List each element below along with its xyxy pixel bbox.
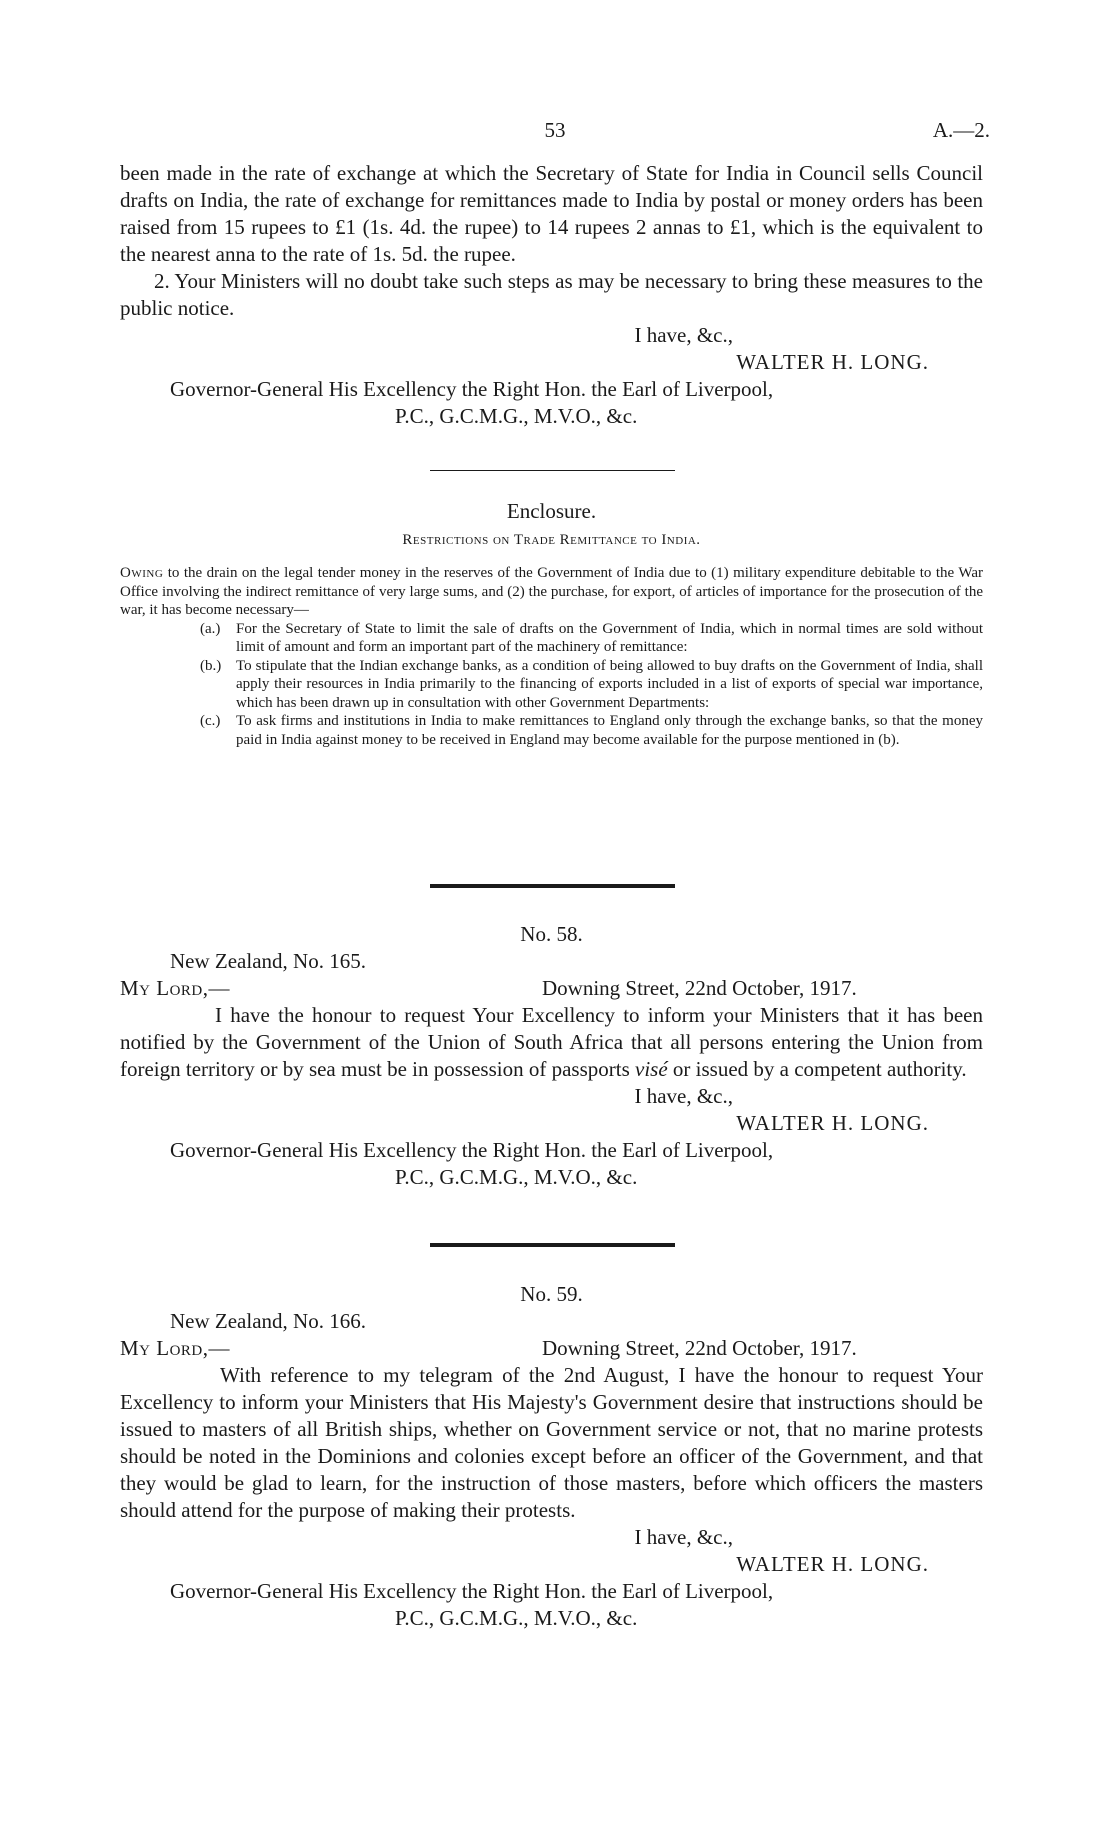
letter-body-italic: visé [635, 1057, 668, 1081]
enclosure-intro-lead: Owing [120, 565, 164, 581]
letter-number: No. 59. [520, 1282, 583, 1306]
signature: WALTER H. LONG. [736, 1552, 929, 1576]
letter-58 [120, 921, 983, 1191]
signature: WALTER H. LONG. [736, 1111, 929, 1135]
list-item [120, 657, 983, 713]
enclosure-subheading: Restrictions on Trade Remittance to India. [402, 532, 701, 548]
list-item-mark: (b.) [200, 657, 222, 674]
addressee-line-2: P.C., G.C.M.G., M.V.O., &c. [395, 1606, 638, 1630]
list-item-mark: (c.) [200, 713, 221, 729]
salutation-row [120, 1335, 983, 1362]
signature: WALTER H. LONG. [736, 350, 929, 374]
enclosure-heading: Enclosure. [506, 499, 597, 523]
letter-body-end: or issued by a competent authority. [672, 1057, 967, 1081]
letter-body [120, 1002, 983, 1083]
letter-body-main: I have the honour to request Your Excellency to inform your Ministers that it has been notified by the Government of the Union of South Africa that all persons entering the Union from foreign territory or by sea must be in possession of passports [120, 1003, 983, 1081]
section-divider [430, 470, 675, 471]
addressee-line-1: Governor-General His Excellency the Right Hon. the Earl of Liverpool, [170, 1579, 774, 1603]
salutation-row [120, 975, 983, 1002]
section-divider-thick [430, 1243, 675, 1247]
addressee-line-1: Governor-General His Excellency the Right Hon. the Earl of Liverpool, [170, 1138, 774, 1162]
addressee-line-2: P.C., G.C.M.G., M.V.O., &c. [395, 404, 638, 428]
addressee-line-2: P.C., G.C.M.G., M.V.O., &c. [395, 1165, 638, 1189]
closing-line: I have, &c., [634, 323, 733, 347]
dispatch-reference: New Zealand, No. 165. [170, 949, 366, 973]
closing-line: I have, &c., [634, 1084, 733, 1108]
place-date: Downing Street, 22nd October, 1917. [542, 976, 857, 1000]
list-item-text: To ask firms and institutions in India to make remittances to England only through the exchange banks, so that the money paid in India against money to be received in England may become available for the purpose mentioned in (b). [236, 713, 983, 748]
salutation: My Lord,— [120, 1336, 231, 1360]
letter-body: With reference to my telegram of the 2nd August, I have the honour to request Your Excellency to inform your Ministers that His Majesty's Government desire that instructions should be issued to masters of all British ships, whether on Government service or not, that no marine protests should be noted in the Dominions and colonies except before an officer of the Government, and that they would be glad to learn, for the instruction of those masters, before which officers the masters should attend for the purpose of making their protests. [120, 1363, 983, 1522]
paragraph-2: 2. Your Ministers will no doubt take such steps as may be necessary to bring these measures to the public notice. [120, 269, 983, 320]
addressee-line-1: Governor-General His Excellency the Right Hon. the Earl of Liverpool, [170, 377, 774, 401]
page-header [120, 118, 990, 148]
page-number: 53 [544, 118, 566, 142]
dispatch-reference: New Zealand, No. 166. [170, 1309, 366, 1333]
letter-number: No. 58. [520, 922, 583, 946]
closing-line: I have, &c., [634, 1525, 733, 1549]
paragraph-1: been made in the rate of exchange at which the Secretary of State for India in Council sells Council drafts on India, the rate of exchange for remittances made to India by postal or money orders has been raised from 15 rupees to £1 (1s. 4d. the rupee) to 14 rupees 2 annas to £1, which is the equivalent to the nearest anna to the rate of 1s. 5d. the rupee. [120, 161, 983, 266]
letter-continuation [120, 160, 983, 430]
document-reference: A.—2. [932, 118, 990, 142]
enclosure-body [120, 564, 983, 749]
enclosure-intro [120, 564, 983, 620]
list-item [120, 712, 983, 749]
enclosure-intro-text: to the drain on the legal tender money in the reserves of the Government of India due to (1) military expenditure debitable to the War Office involving the indirect remittance of very large sums, and (2) the purchase, for export, of articles of importance for the prosecution of the war, it has become necessary— [120, 565, 983, 618]
section-divider-thick [430, 884, 675, 888]
list-item-mark: (a.) [200, 620, 221, 637]
list-item [120, 620, 983, 657]
letter-59 [120, 1281, 983, 1632]
list-item-text: To stipulate that the Indian exchange banks, as a condition of being allowed to buy drafts on the Government of India, shall apply their resources in India primarily to the financing of exports included in a list of exports of special war importance, which has been drawn up in consultation with other Government Departments: [236, 657, 983, 711]
salutation: My Lord,— [120, 976, 231, 1000]
list-item-text: For the Secretary of State to limit the sale of drafts on the Government of India, which in normal times are sold without limit of amount and form an important part of the machinery of remittance: [236, 620, 983, 655]
place-date: Downing Street, 22nd October, 1917. [542, 1336, 857, 1360]
